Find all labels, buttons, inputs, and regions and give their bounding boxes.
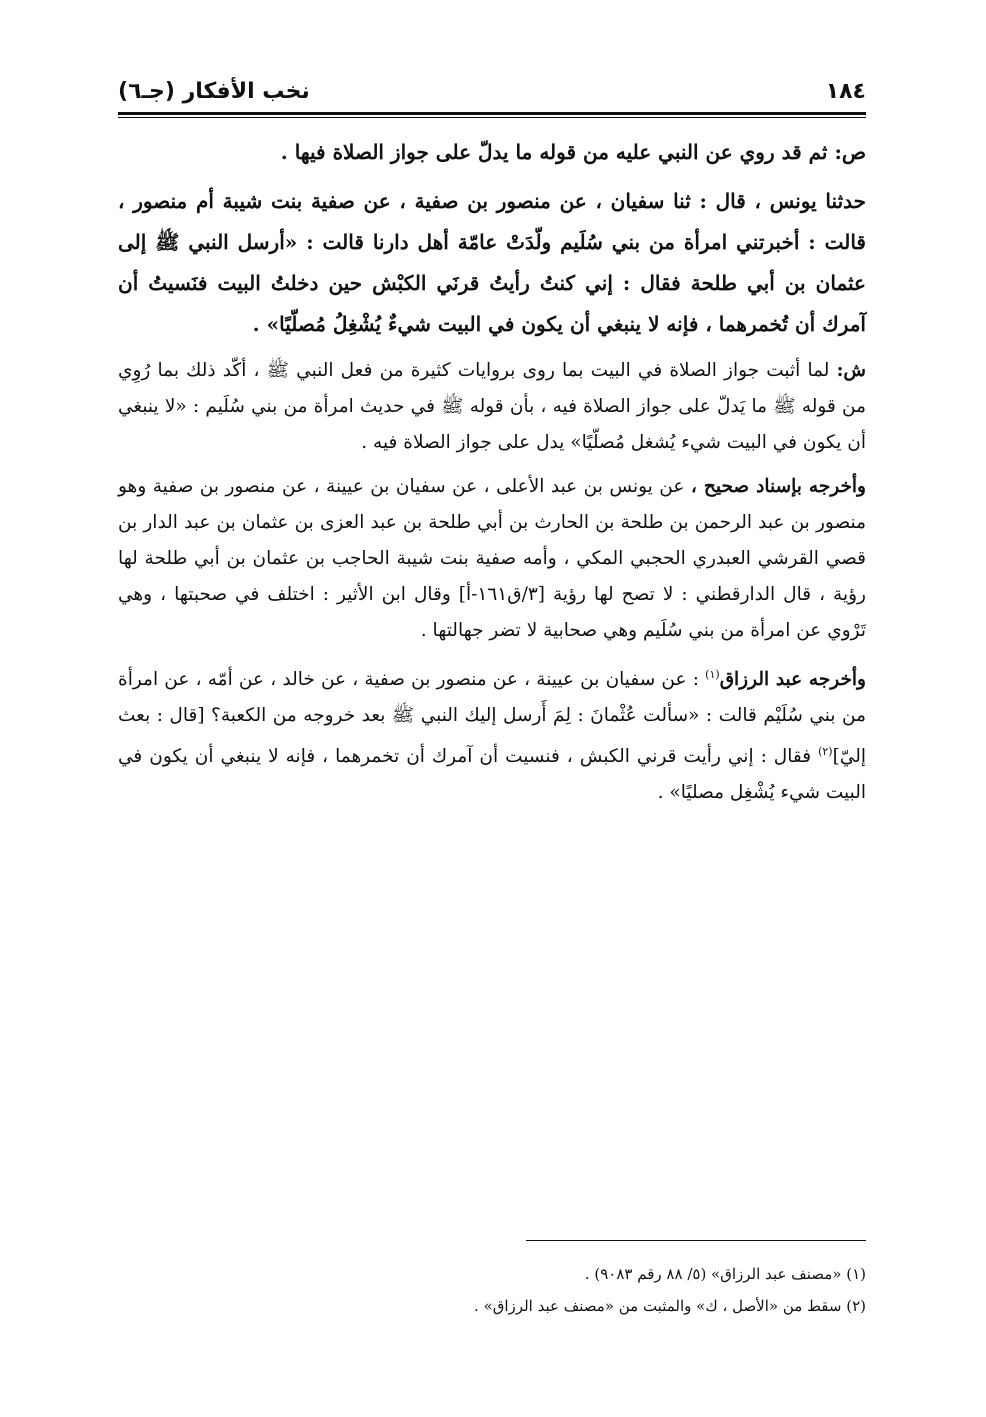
footnote-2: (٢) سقط من «الأصل ، ك» والمثبت من «مصنف عبد الرزاق» .: [474, 1297, 866, 1315]
page-header: [118, 62, 866, 104]
paragraph-hadith: حدثنا يونس ، قال : ثنا سفيان ، عن منصور بن صفية ، عن صفية بنت شيبة أم منصور ، قالت : أخبرتني امرأة من بني سُلَيم ولّدَتْ عامّة أهل دارنا قالت : «أرسل النبي ﷺ إلى عثمان بن أبي طلحة فقال : إني كنتُ رأيتُ قرنَي الكبْش حين دخلتُ البيت فنَسيتُ أن آمرك أن تُخمرهما ، فإنه لا ينبغي أن يكون في البيت شيءٌ يُشْغِلُ مُصلّيًا» .: [118, 189, 866, 336]
book-title: نخب الأفكار (جـ٦): [118, 79, 310, 104]
page-number: ١٨٤: [825, 79, 866, 104]
footnote-ref-2[interactable]: (٢): [818, 745, 833, 759]
footnote-1: (١) «مصنف عبد الرزاق» (٥/ ٨٨ رقم ٩٠٨٣) .: [584, 1265, 866, 1283]
footnotes: [118, 1258, 866, 1322]
paragraph-isnad: وأخرجه بإسناد صحيح ، عن يونس بن عبد الأعلى ، عن سفيان بن عيينة ، عن منصور بن صفية وهو منصور بن عبد الرحمن بن طلحة بن الحارث بن أبي طلحة بن عبد العزى بن عثمان بن عبد الدار بن قصي القرشي العبدري الحجبي المكي ، وأمه صفية بنت شيبة الحاجب بن عثمان بن أبي طلحة لها رؤية ، قال الدارقطني : لا تصح لها رؤية [٣/ق١٦١-أ] وقال ابن الأثير : اختلف في صحبتها ، وهي تَرْوي عن امرأة من بني سُلَيم وهي صحابية لا تضر جهالتها .: [118, 476, 866, 641]
sharh-marker: ش:: [836, 360, 866, 381]
footnote-ref-1[interactable]: (١): [705, 668, 720, 681]
paragraph-abdurrazzaq: وأخرجه عبد الرزاق$^{(١)}$ : عن سفيان بن عيينة ، عن منصور بن صفية ، عن خالد ، عن أمّه ، عن امرأة من بني سُلَيْم قالت : «سألت عُثْمانَ : لِمَ أَرسل إليك النبي ﷺ بعد خروجه من الكعبة؟ [قال : بعث إليّ]$^{(٢)}$ فقال : إني رأيت قرني الكبش ، فنسيت أن آمرك أن تخمرهما ، فإنه لا ينبغي أن يكون في البيت شيء يُشْغِل مصليًا» .: [118, 668, 866, 804]
header-divider: [118, 112, 866, 118]
paragraph-sharh: ش: لما أثبت جواز الصلاة في البيت بما روى بروايات كثيرة من فعل النبي ﷺ ، أكّد ذلك بما رُوِي من قوله ﷺ ما يَدلّ على جواز الصلاة فيه ، بأن قوله ﷺ في حديث امرأة من بني سُلَيم : «لا ينبغي أن يكون في البيت شيء يُشغل مُصلّيًا» يدل على جواز الصلاة فيه .: [118, 360, 866, 453]
paragraph-matn-intro: ص: ثم قد روي عن النبي عليه من قوله ما يدلّ على جواز الصلاة فيها .: [280, 140, 866, 164]
main-text: [118, 132, 866, 819]
footnote-divider: [526, 1240, 866, 1241]
abdurrazzaq-lead: وأخرجه عبد الرزاق: [719, 669, 866, 691]
isnad-lead: وأخرجه بإسناد صحيح ،: [690, 476, 866, 497]
